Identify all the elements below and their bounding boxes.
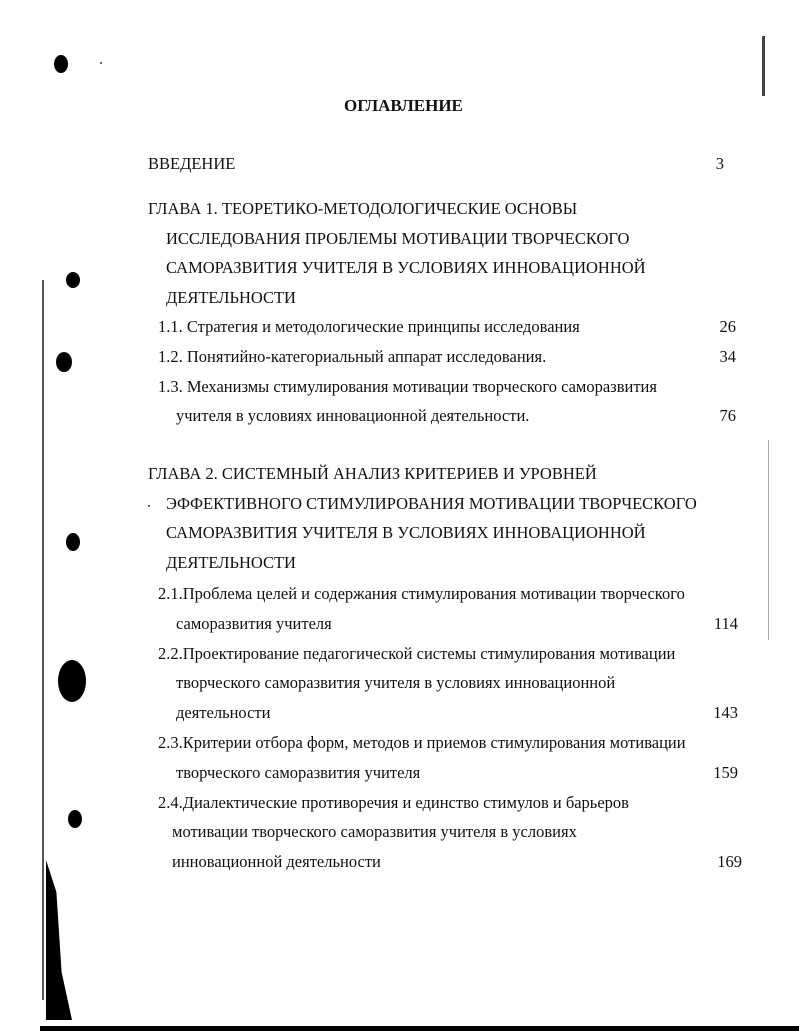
section-title: инновационной деятельности (172, 852, 381, 871)
chapter-title: ДЕЯТЕЛЬНОСТИ (166, 288, 296, 307)
binding-shadow (42, 280, 44, 1000)
section-page: 143 (713, 703, 738, 722)
section-title: мотивации творческого саморазвития учителя в условиях (172, 822, 577, 841)
chapter-title: САМОРАЗВИТИЯ УЧИТЕЛЯ В УСЛОВИЯХ ИННОВАЦИОННОЙ (166, 523, 646, 542)
punch-hole-mark (66, 533, 80, 551)
chapter-title: САМОРАЗВИТИЯ УЧИТЕЛЯ В УСЛОВИЯХ ИННОВАЦИОННОЙ (166, 258, 646, 277)
section-title: 2.2.Проектирование педагогической системы стимулирования мотивации (158, 644, 676, 663)
section-title: 1.3. Механизмы стимулирования мотивации творческого саморазвития (158, 377, 657, 396)
section-page: 26 (719, 317, 736, 336)
binding-shadow (46, 860, 72, 1020)
section-page: 169 (717, 852, 742, 871)
chapter-title: ГЛАВА 1. ТЕОРЕТИКО-МЕТОДОЛОГИЧЕСКИЕ ОСНОВЫ (148, 199, 578, 218)
section-title: саморазвития учителя (176, 614, 332, 633)
section-title: 2.1.Проблема целей и содержания стимулирования мотивации творческого (158, 584, 685, 603)
chapter-title: ДЕЯТЕЛЬНОСТИ (166, 553, 296, 572)
bottom-edge (40, 1026, 799, 1031)
speck (148, 505, 150, 507)
section-page: 76 (719, 406, 736, 425)
chapter-title: ЭФФЕКТИВНОГО СТИМУЛИРОВАНИЯ МОТИВАЦИИ ТВОРЧЕСКОГО (166, 494, 697, 513)
section-title: 1.2. Понятийно-категориальный аппарат исследования. (158, 347, 547, 366)
punch-hole-mark (54, 55, 68, 73)
punch-hole-mark (58, 660, 86, 702)
speck (100, 62, 102, 64)
section-title: учителя в условиях инновационной деятельности. (176, 406, 530, 425)
chapter-title: ИССЛЕДОВАНИЯ ПРОБЛЕМЫ МОТИВАЦИИ ТВОРЧЕСКОГО (166, 229, 630, 248)
section-page: 159 (713, 763, 738, 782)
section-title: деятельности (176, 703, 271, 722)
right-edge-mark (762, 36, 765, 96)
punch-hole-mark (56, 352, 72, 372)
section-page: 34 (719, 347, 736, 366)
section-title: творческого саморазвития учителя (176, 763, 421, 782)
chapter-title: ГЛАВА 2. СИСТЕМНЫЙ АНАЛИЗ КРИТЕРИЕВ И УРОВНЕЙ (148, 464, 597, 483)
section-page: 114 (713, 614, 738, 633)
intro-label: ВВЕДЕНИЕ (148, 154, 236, 173)
intro-page: 3 (715, 154, 724, 173)
right-edge-mark (768, 440, 769, 640)
section-title: 2.3.Критерии отбора форм, методов и приемов стимулирования мотивации (158, 733, 686, 752)
section-title: 1.1. Стратегия и методологические принципы исследования (158, 317, 580, 336)
section-title: 2.4.Диалектические противоречия и единство стимулов и барьеров (158, 793, 629, 812)
punch-hole-mark (68, 810, 82, 828)
page-title: ОГЛАВЛЕНИЕ (344, 96, 463, 115)
punch-hole-mark (66, 272, 80, 288)
section-title: творческого саморазвития учителя в условиях инновационной (176, 673, 616, 692)
